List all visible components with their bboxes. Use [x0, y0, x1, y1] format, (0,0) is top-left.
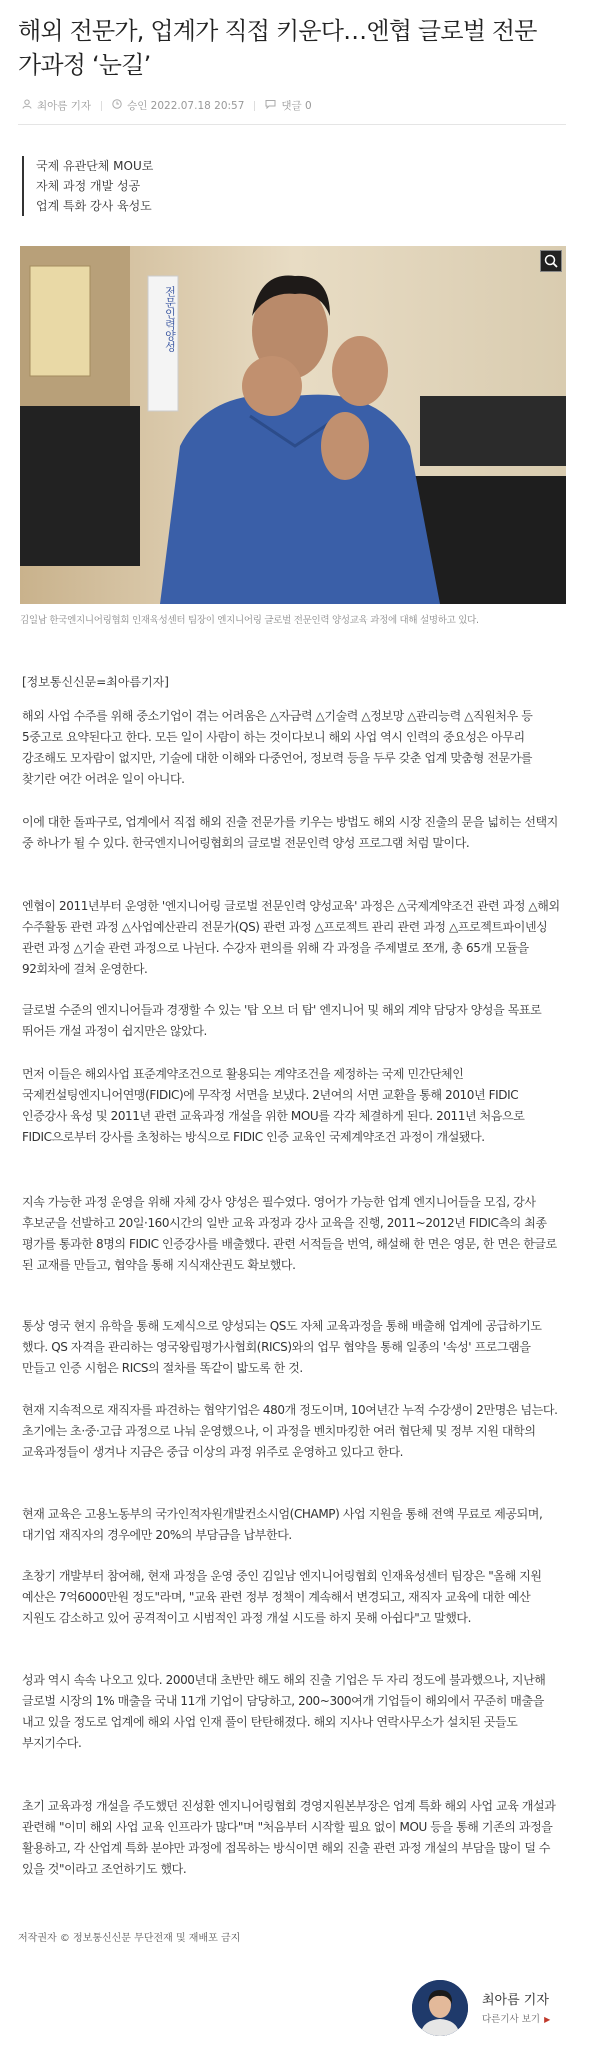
meta-comments[interactable]: 댓글 0 — [281, 100, 312, 112]
more-articles-label: 다른기사 보기 — [482, 2014, 541, 2025]
meta-approved-date: 승인 2022.07.18 20:57 — [127, 100, 245, 112]
author-name: 최아름 기자 — [482, 1993, 549, 2008]
article-paragraph: 현재 지속적으로 재직자를 파견하는 협약기업은 480개 정도이며, 10여년간 누적 수강생이 2만명은 넘는다. 초기에는 초·중·고급 과정으로 나눠 운영했으나, 이 과정을 벤치마킹한 여러 협단체 및 정부 지원 대학의 교육과정들이 생겨나 지금은 중급 이상의 과정 위주로 운영하고 있다고 한다. — [22, 1403, 558, 1459]
article-source: [정보통신신문=최아름기자] — [22, 675, 169, 689]
avatar[interactable] — [412, 1980, 468, 2036]
meta-separator — [101, 101, 102, 111]
photo-banner-text: 전문인력양성 — [163, 286, 177, 352]
article-paragraph: 이에 대한 돌파구로, 업계에서 직접 해외 진출 전문가를 키우는 방법도 해외 시장 진출의 문을 넓히는 선택지 중 하나가 될 수 있다. 한국엔지니어링협회의 글로벌 전문인력 양성 프로그램 처럼 말이다. — [22, 815, 558, 850]
article-paragraph: 먼저 이들은 해외사업 표준계약조건으로 활용되는 계약조건을 제정하는 국제 민간단체인 국제컨설팅엔지니어연맹(FIDIC)에 무작정 서면을 보냈다. 2년여의 서면 교환을 통해 2010년 FIDIC 인증강사 육성 및 2011년 관련 교육과정 개설을 위한 MOU를 각각 체결하게 된다. 2011년 처음으로 FIDIC으로부터 강사를 초청하는 방식으로 FIDIC 인증 교육인 국제계약조건 과정이 개설됐다. — [22, 1067, 525, 1144]
author-photo — [412, 1980, 468, 2036]
zoom-button[interactable] — [540, 250, 562, 272]
article-paragraph: 엔협이 2011년부터 운영한 '엔지니어링 글로벌 전문인력 양성교육' 과정은 △국제계약조건 관련 과정 △해외 수주활동 관련 과정 △사업예산관리 전문가(QS) 관련 과정 △프로젝트 관리 관련 과정 △프로젝트파이넨싱 관련 과정 △기술 관련 과정으로 나뉜다. 수강자 편의를 위해 각 과정을 주제별로 쪼개, 총 65개 모듈을 92회차에 걸쳐 운영한다. — [22, 899, 560, 976]
article-meta — [22, 98, 312, 113]
article-paragraph: 통상 영국 현지 유학을 통해 도제식으로 양성되는 QS도 자체 교육과정을 통해 배출해 업계에 공급하기도 했다. QS 자격을 관리하는 영국왕립평가사협회(RICS)와의 업무 협약을 통해 일종의 '속성' 프로그램을 만들고 인증 시험은 RICS의 절차를 똑같이 밟도록 한 것. — [22, 1319, 542, 1375]
comment-icon — [265, 99, 276, 112]
article-paragraph: 초기 교육과정 개설을 주도했던 진성환 엔지니어링협회 경영지원본부장은 업계 특화 해외 사업 교육 개설과 관련해 "이미 해외 사업 교육 인프라가 많다"며 "처음부터 시작할 필요 없이 MOU 등을 통해 기존의 과정을 활용하고, 각 산업계 특화 분야만 과정에 접목하는 방식이면 해외 진출 관련 과정 개설의 부담을 많이 덜 수 있을 것"이라고 조언하기도 했다. — [22, 1799, 556, 1876]
magnifier-icon — [541, 251, 561, 271]
article-paragraph: 해외 사업 수주를 위해 중소기업이 겪는 어려움은 △자금력 △기술력 △정보망 △관리능력 △직원처우 등 5중고로 요약된다고 한다. 모든 일이 사람이 하는 것이다보니 해외 사업 역시 인력의 중요성은 아무리 강조해도 모자람이 없지만, 기술에 대한 이해와 다중언어, 정보력 등을 두루 갖춘 업계 맞춤형 전문가를 찾기란 여간 어려운 일이 아니다. — [22, 709, 533, 786]
author-box — [412, 1980, 572, 2036]
article-paragraph: 글로벌 수준의 엔지니어들과 경쟁할 수 있는 '탑 오브 더 탑' 엔지니어 및 해외 계약 담당자 양성을 목표로 뛰어든 개설 과정이 쉽지만은 않았다. — [22, 1003, 542, 1038]
meta-separator — [254, 101, 255, 111]
meta-author[interactable]: 최아름 기자 — [37, 100, 92, 112]
article-paragraph: 현재 교육은 고용노동부의 국가인적자원개발컨소시엄(CHAMP) 사업 지원을 통해 전액 무료로 제공되며, 대기업 재직자의 경우에만 20%의 부담금을 납부한다. — [22, 1507, 543, 1542]
article-photo[interactable] — [20, 246, 566, 604]
more-articles-link[interactable] — [482, 2011, 550, 2025]
arrow-right-icon: ▶ — [544, 2015, 551, 2024]
summary-line: 국제 유관단체 MOU로 — [36, 159, 154, 173]
summary-line: 업계 특화 강사 육성도 — [36, 199, 152, 213]
clock-icon — [112, 99, 122, 112]
article-summary — [22, 156, 153, 216]
article-paragraph: 지속 가능한 과정 운영을 위해 자체 강사 양성은 필수였다. 영어가 가능한 업계 엔지니어들을 모집, 강사 후보군을 선발하고 20일·160시간의 일반 교육 과정과 강사 교육을 진행, 2011~2012년 FIDIC측의 최종 평가를 통과한 8명의 FIDIC 인증강사를 배출했다. 관련 서적들을 번역, 해설해 한 면은 영문, 한 면은 한글로 된 교재를 만들고, 협약을 통해 지식재산권도 확보했다. — [22, 1195, 557, 1272]
article-paragraph: 초창기 개발부터 참여해, 현재 과정을 운영 중인 김일남 엔지니어링협회 인재육성센터 팀장은 "올해 지원 예산은 7억6000만원 정도"라며, "교육 관련 정부 정책이 계속해서 변경되고, 재직자 교육에 대한 예산 지원도 감소하고 있어 공격적이고 시범적인 과정 개설 시도를 하지 못해 아쉽다"고 말했다. — [22, 1569, 542, 1625]
copyright-notice: 저작권자 © 정보통신신문 무단전재 및 재배포 금지 — [18, 1933, 241, 1944]
photo-caption: 김일남 한국엔지니어링협회 인재육성센터 팀장이 엔지니어링 글로벌 전문인력 양성교육 과정에 대해 설명하고 있다. — [20, 615, 479, 626]
article-headline: 해외 전문가, 업계가 직접 키운다…엔협 글로벌 전문가과정 ‘눈길’ — [18, 17, 537, 79]
article-paragraph: 성과 역시 속속 나오고 있다. 2000년대 초반만 해도 해외 진출 기업은 두 자리 정도에 불과했으나, 지난해 글로벌 시장의 1% 매출을 국내 11개 기업이 담당하고, 200~300여개 기업들이 해외에서 꾸준히 매출을 내고 있을 정도로 업계에 해외 사업 인재 풀이 탄탄해졌다. 해외 지사나 연락사무소가 설치된 곳들도 부지기수다. — [22, 1673, 546, 1750]
photo-illustration — [20, 246, 566, 604]
meta-divider — [18, 124, 566, 125]
user-icon — [22, 99, 32, 112]
summary-line: 자체 과정 개발 성공 — [36, 179, 141, 193]
